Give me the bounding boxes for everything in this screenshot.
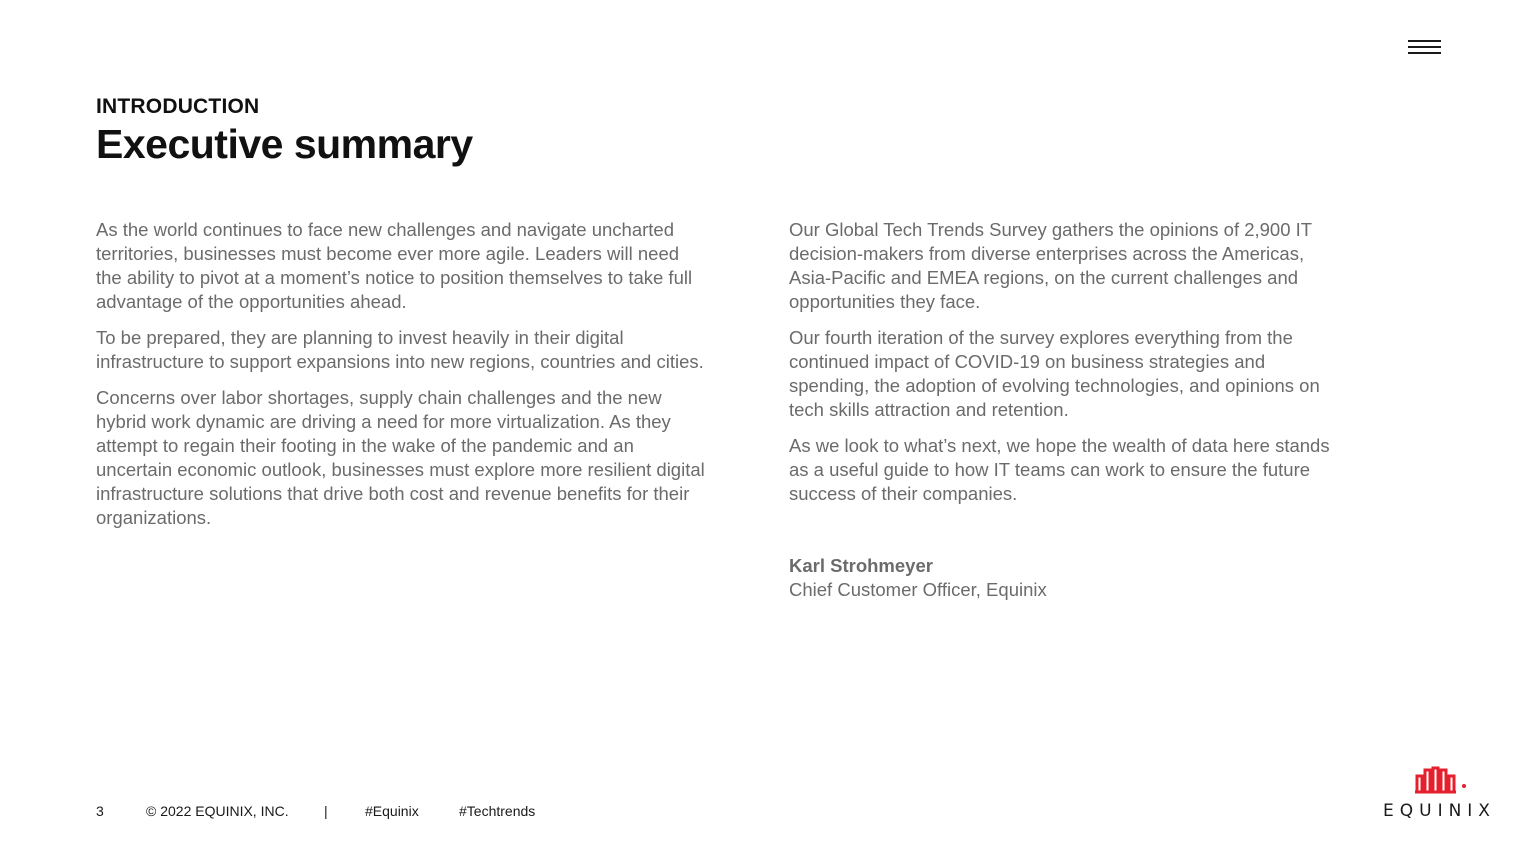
page-title: Executive summary	[96, 121, 473, 167]
paragraph: Concerns over labor shortages, supply chain challenges and the new hybrid work dynamic are driving a need for more virtualization. As they attempt to regain their footing in the wake of the pandemic and an uncertain economic outlook, businesses must explore more resilient digital infrastructure solutions that drive both cost and revenue benefits for their organizations.	[96, 387, 705, 528]
page-number: 3	[96, 803, 104, 819]
menu-line	[1408, 40, 1441, 42]
hamburger-menu-button[interactable]	[1408, 38, 1441, 58]
paragraph: Our fourth iteration of the survey explores everything from the continued impact of COVID-19 on business strategies and spending, the adoption of evolving technologies, and opinions on tech skills attraction and retention.	[789, 327, 1320, 420]
signature-role: Chief Customer Officer, Equinix	[789, 579, 1047, 600]
registered-mark	[1462, 784, 1466, 788]
hashtag-techtrends[interactable]: #Techtrends	[459, 803, 536, 819]
logo-bar	[1425, 770, 1430, 792]
paragraph: Our Global Tech Trends Survey gathers the opinions of 2,900 IT decision-makers from diverse enterprises across the Americas, Asia-Pacific and EMEA regions, on the current challenges and opportunities they face.	[789, 219, 1312, 312]
logo-bar	[1449, 776, 1454, 792]
paragraph: As we look to what’s next, we hope the wealth of data here stands as a useful guide to how IT teams can work to ensure the future success of their companies.	[789, 435, 1330, 504]
paragraph: To be prepared, they are planning to invest heavily in their digital infrastructure to support expansions into new regions, countries and cities.	[96, 327, 704, 372]
logo-bar	[1433, 768, 1438, 792]
signature-block	[789, 554, 1047, 602]
equinix-wordmark: EQUINIX	[1383, 801, 1496, 821]
paragraph: As the world continues to face new challenges and navigate uncharted territories, businesses must become ever more agile. Leaders will need the ability to pivot at a moment’s notice to position themselves to take full advantage of the opportunities ahead.	[96, 219, 693, 312]
section-label: INTRODUCTION	[96, 95, 260, 118]
logo-bar	[1417, 776, 1422, 792]
menu-line	[1408, 52, 1441, 54]
signature-name: Karl Strohmeyer	[789, 555, 933, 576]
copyright: © 2022 EQUINIX, INC.	[146, 803, 289, 819]
left-column	[96, 218, 706, 542]
menu-line	[1408, 46, 1441, 48]
hashtag-equinix[interactable]: #Equinix	[365, 803, 419, 819]
logo-bar	[1441, 770, 1446, 792]
right-column	[789, 218, 1349, 518]
footer-separator: |	[324, 803, 328, 819]
